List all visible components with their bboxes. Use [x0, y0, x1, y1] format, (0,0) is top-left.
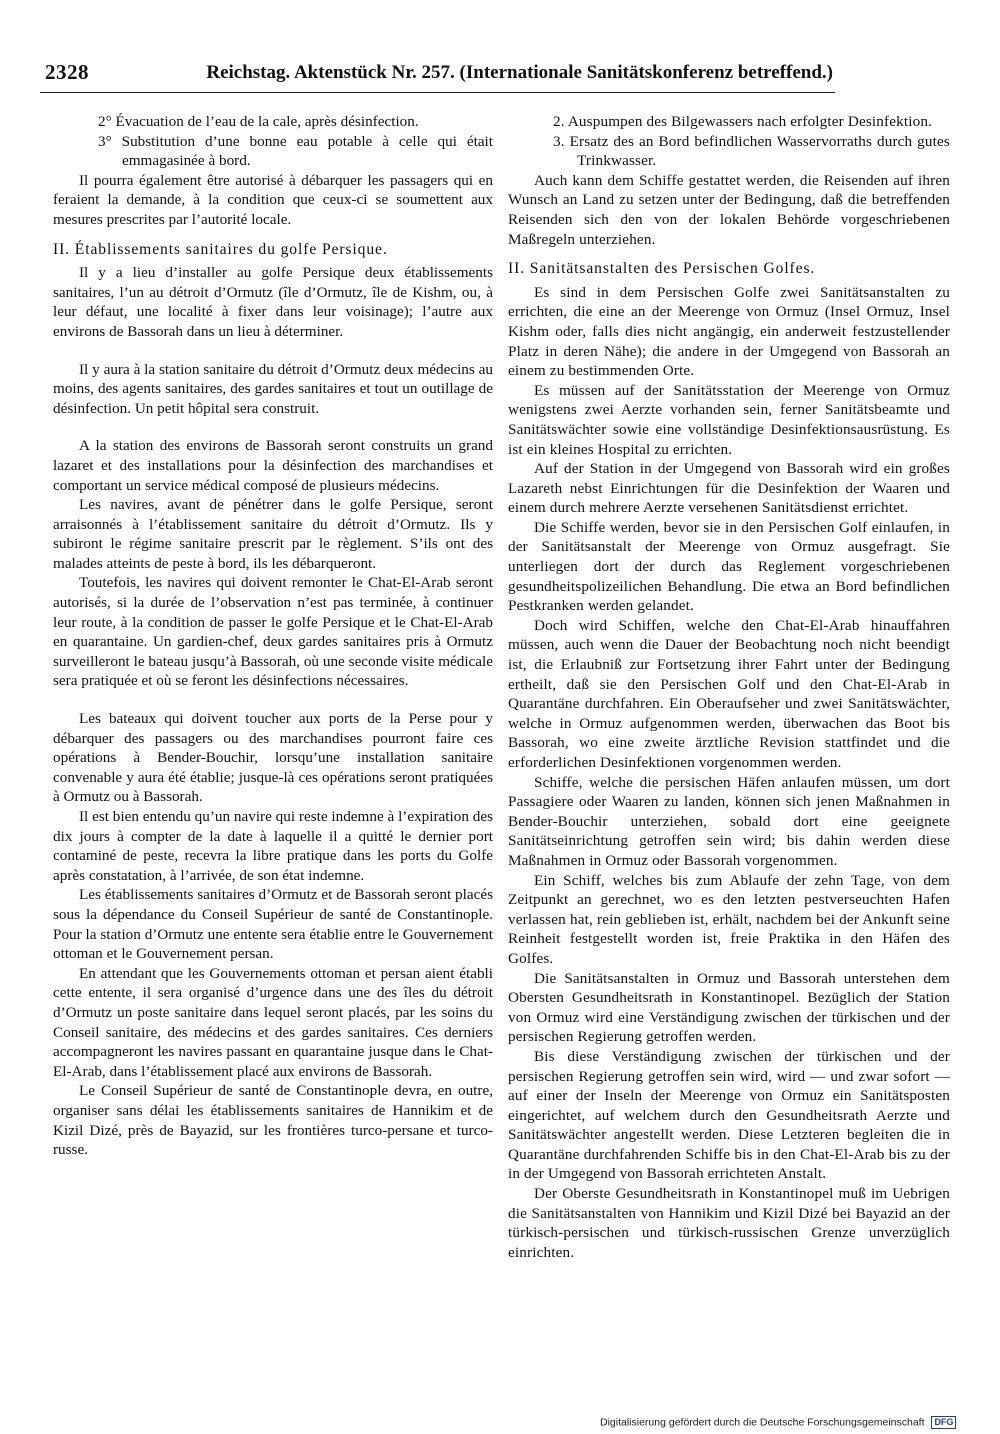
credit-text: Digitalisierung gefördert durch die Deutsche Forschungsgemeinschaft [600, 1416, 925, 1429]
running-title: Reichstag. Aktenstück Nr. 257. (Internationale Sanitätskonferenz betreffend.) [206, 62, 833, 83]
list-item [508, 112, 950, 132]
list-number: 2. [553, 113, 565, 130]
page-header [40, 58, 835, 93]
paragraph: Il pourra également être autorisé à débarquer les passagers qui en feraient la demande, à la condition que ceux-ci se soumettent aux mesures prescrites par l’autorité locale. [53, 171, 493, 228]
paragraph: En attendant que les Gouvernements ottoman et persan aient établi cette entente, il sera organisé d’urgence dans une des îles du détroit d’Ormutz un poste sanitaire dans lequel seront placés, par les soins du Conseil sanitaire, des médecins et des gardes sanitaires. Ces derniers accompagneront les navires passant en quarantaine jusque dans le Chat-El-Arab, dans l’établissement placé aux environs de Bassorah. [53, 964, 493, 1080]
list-number: 2° [98, 113, 112, 130]
list-text: Substitution d’une bonne eau potable à celle qui était emmagasinée à bord. [121, 132, 494, 170]
french-column [53, 112, 493, 1160]
paragraph: Es müssen auf der Sanitätsstation der Meerenge von Ormuz wenigstens zwei Aerzte vorhanden sein, ferner Sanitätsbeamte und Sanitätswächter sowie eine vollständige Desinfektionsausrüstung. Es ist ein kleines Hospital zu errichten. [508, 381, 950, 458]
paragraph: Bis diese Verständigung zwischen der türkischen und der persischen Regierung getroffen sein wird, wird — und zwar sofort — auf einer der Inseln der Meerenge von Ormuz ein Sanitätsposten eingerichtet, auf welchem durch den Gesundheitsrath Aerzte und Sanitätswächter angestellt werden. Diese Letzteren begleiten die in Quarantäne durchfahrenden Schiffe bis in den Chat-El-Arab bis zu der in der Umgegend von Bassorah errichteten Anstalt. [508, 1047, 950, 1183]
paragraph: Auf der Station in der Umgegend von Bassorah wird ein großes Lazareth nebst Einrichtungen für die Desinfektion der Waaren und einem durch mehrere Aerzte versehenen Sanitätsdienst errichtet. [508, 460, 950, 517]
section-heading: II. Établissements sanitaires du golfe Persique. [53, 240, 388, 258]
paragraph: Ein Schiff, welches bis zum Ablaufe der zehn Tage, von dem Zeitpunkt an gerechnet, wo es den letzten pestverseuchten Hafen verlassen hat, rein geblieben ist, erhält, nachdem bei der Ankunft seine Reinheit festgestellt worden ist, freie Praktika in den Häfen des Golfes. [508, 871, 950, 967]
dfg-logo: DFG [931, 1416, 956, 1429]
german-column [508, 112, 950, 1262]
paragraph: Auch kann dem Schiffe gestattet werden, die Reisenden auf ihren Wunsch an Land zu setzen unter der Bedingung, daß die betreffenden Reisenden sich den von der lokalen Behörde vorgeschriebenen Maßregeln unterziehen. [508, 171, 950, 248]
list-text: Ersatz des an Bord befindlichen Wasservorraths durch gutes Trinkwasser. [569, 132, 950, 170]
paragraph: Les bateaux qui doivent toucher aux ports de la Perse pour y débarquer des passagers ou des marchandises pourront faire ces opérations à Bender-Bouchir, lorsqu’une installation sanitaire convenable y aura été établie; jusque-là ces opérations seront pratiquées à Ormutz ou à Bassorah. [53, 710, 493, 806]
list-item [53, 132, 493, 171]
paragraph: Il y a lieu d’installer au golfe Persique deux établissements sanitaires, l’un au détroit d’Ormutz (île d’Ormutz, île de Kishm, ou, à leur défaut, une localité à fixer dans leur voisinage); l’autre aux environs de Bassorah dans un lieu à déterminer. [53, 264, 493, 340]
list-number: 3° [98, 132, 112, 150]
paragraph: Le Conseil Supérieur de santé de Constantinople devra, en outre, organiser sans délai les établissements sanitaires de Hannikim et de Kizil Dizé, près de Bayazid, sur les frontières turco-persane et turco-russe. [53, 1082, 493, 1159]
digitization-credit [600, 1416, 956, 1429]
paragraph: Schiffe, welche die persischen Häfen anlaufen müssen, um dort Passagiere oder Waaren zu landen, können sich jenen Maßnahmen in Bender-Bouchir unterziehen, sobald dort eine geeignete Sanitätseinrichtung getroffen sein wird; bis dahin werden diese Maßnahmen in Ormuz oder Bassorah vorgenommen. [508, 773, 950, 869]
paragraph: Der Oberste Gesundheitsrath in Konstantinopel muß im Uebrigen die Sanitätsanstalten von Hannikim und Kizil Dizé bei Bayazid an der türkisch-persischen und türkisch-russischen Grenze unverzüglich einrichten. [508, 1185, 950, 1261]
paragraph: Les navires, avant de pénétrer dans le golfe Persique, seront arraisonnés à l’établissement sanitaire du détroit d’Ormutz. Ils y subiront le régime sanitaire prescrit par le règlement. S’ils ont des malades atteints de peste à bord, ils les débarqueront. [53, 496, 493, 572]
paragraph: Il y aura à la station sanitaire du détroit d’Ormutz deux médecins au moins, des agents sanitaires, des gardes sanitaires et tout un outillage de désinfection. Un petit hôpital sera construit. [53, 360, 493, 417]
list-text: Auspumpen des Bilgewassers nach erfolgter Desinfektion. [567, 113, 933, 130]
paragraph: A la station des environs de Bassorah seront construits un grand lazaret et des installations pour la désinfection des marchandises et comportant un service médical composé de plusieurs médecins. [53, 437, 493, 494]
paragraph: Die Sanitätsanstalten in Ormuz und Bassorah unterstehen dem Obersten Gesundheitsrath in Konstantinopel. Bezüglich der Station von Ormuz wird eine Verständigung zwischen der türkischen und der persischen Regierung getroffen werden. [508, 969, 950, 1046]
paragraph: Die Schiffe werden, bevor sie in den Persischen Golf einlaufen, in der Sanitätsanstalt der Meerenge von Ormuz ausgefragt. Sie unterliegen dort der durch das Reglement vorgeschriebenen gesundheitspolizeilichen Behandlung. Die etwa an Bord befindlichen Pestkranken werden gelandet. [508, 518, 950, 615]
list-item [53, 112, 493, 132]
paragraph: Les établissements sanitaires d’Ormutz et de Bassorah seront placés sous la dépendance du Conseil Supérieur de santé de Constantinople. Pour la station d’Ormutz une entente sera établie entre le Gouvernement ottoman et le Gouvernement persan. [53, 886, 493, 963]
list-text: Évacuation de l’eau de la cale, après désinfection. [115, 113, 419, 130]
paragraph: Il est bien entendu qu’un navire qui reste indemne à l’expiration des dix jours à compter de la date à laquelle il a quitté le dernier port contaminé de peste, recevra la libre pratique dans les ports du Golfe après constatation, à l’arrivée, de son état indemne. [53, 808, 493, 884]
list-item [508, 132, 950, 171]
paragraph: Toutefois, les navires qui doivent remonter le Chat-El-Arab seront autorisés, si la durée de l’observation n’est pas terminée, à continuer leur route, à la condition de passer le golfe Persique et le Chat-El-Arab en quarantaine. Un gardien-chef, deux gardes sanitaires pris à Ormutz surveilleront le bateau jusqu’à Bassorah, où une seconde visite médicale sera pratiquée et où se feront les désinfections nécessaires. [53, 574, 493, 690]
paragraph: Doch wird Schiffen, welche den Chat-El-Arab hinauffahren müssen, auch wenn die Dauer der Beobachtung noch nicht beendigt ist, die Erlaubniß zur Fortsetzung ihrer Fahrt unter der Bedingung ertheilt, daß sie den Persischen Golf und den Chat-El-Arab in Quarantäne durchfahren. Ein Oberaufseher und zwei Sanitätswächter, welche in Ormuz aufgenommen werden, überwachen das Boot bis Bassorah, wo eine zweite ärztliche Revision stattfindet und die erforderlichen Desinfektionen vorgenommen werden. [508, 616, 950, 771]
list-number: 3. [553, 132, 565, 150]
page-number: 2328 [45, 60, 89, 84]
section-heading: II. Sanitätsanstalten des Persischen Golfes. [508, 260, 816, 278]
paragraph: Es sind in dem Persischen Golfe zwei Sanitätsanstalten zu errichten, die eine an der Meerenge von Ormuz (Insel Ormuz, Insel Kishm oder, falls dies nicht angängig, ein anderweit festzustellender Platz in deren Nähe); die andere in der Umgegend von Bassorah an einem zu bestimmenden Orte. [508, 283, 950, 380]
